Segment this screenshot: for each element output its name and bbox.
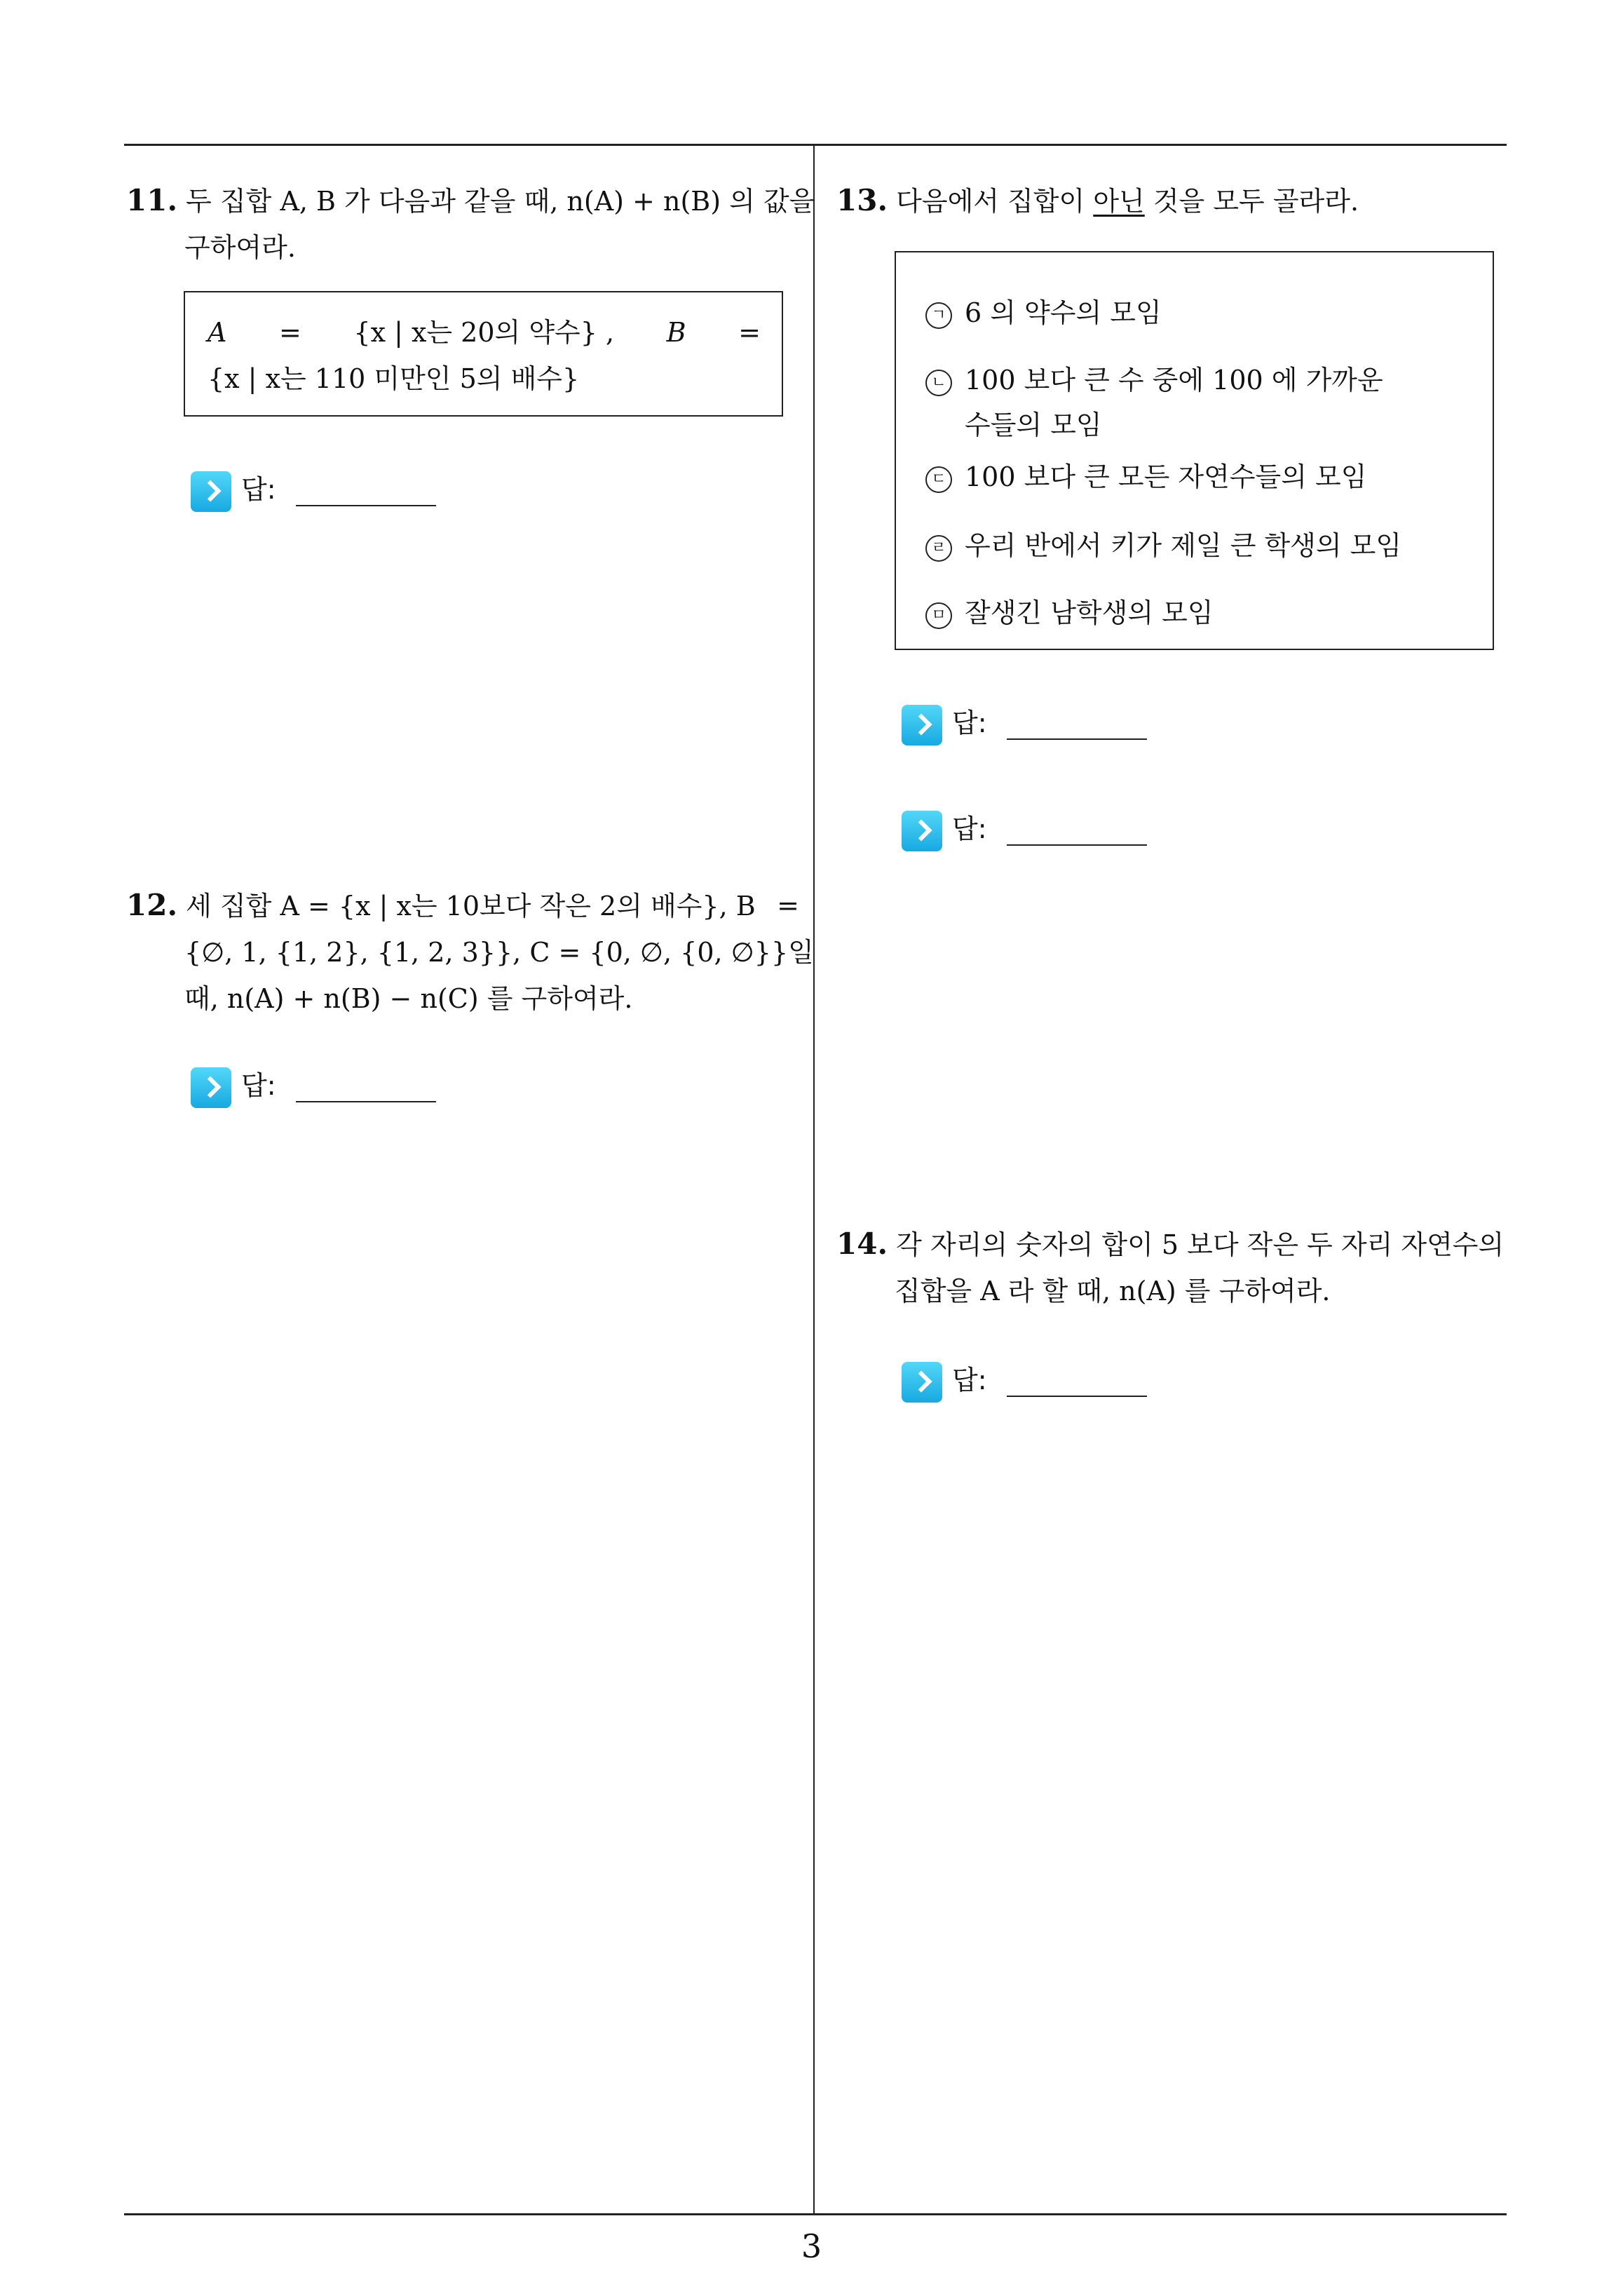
question-number: 12. [126,888,178,922]
choice-mark: ㄱ [925,302,952,329]
choice-text: 잘생긴 남학생의 모임 [965,597,1214,628]
choice-text: 6 의 약수의 모임 [965,297,1162,328]
answer-blank[interactable] [1007,1396,1147,1397]
choice-2-cont: 수들의 모임 [965,410,1102,440]
set-definition-line-1: A = {x | x는 20의 약수} , B = [208,317,761,348]
answer-field-14[interactable] [902,1356,1154,1405]
chevron-right-icon [902,705,942,745]
answer-label: 답: [241,1070,276,1101]
emphasis-underlined: 아닌 [1093,186,1145,217]
choice-mark: ㄴ [925,370,952,396]
question-12: 12. 세 집합 A = {x | x는 10보다 작은 2의 배수}, B = {∅, 1, {1, 2}, {1, 2, 3}}, C = {0, ∅, {0, ∅}} 일 때, n(A) + n(B) − n(C) 를 구하여라. [126,882,799,1022]
choice-4 [925,523,1401,568]
choice-mark: ㄷ [925,466,952,493]
answer-label: 답: [952,813,987,844]
choice-3 [925,454,1366,499]
choice-mark: ㅁ [925,602,952,629]
answer-field-13a[interactable] [902,699,1154,748]
choice-text: 100 보다 큰 수 중에 100 에 가까운 [965,365,1383,396]
question-14 [836,1221,1509,1314]
answer-blank[interactable] [296,505,436,506]
chevron-right-icon [191,471,231,512]
column-divider [813,145,815,2215]
question-number: 14. [836,1227,888,1261]
page-number: 3 [801,2227,822,2265]
question-text-cont: 집합을 A 라 할 때, n(A) 를 구하여라. [895,1276,1331,1306]
bottom-rule [124,2213,1507,2215]
question-text-cont: 때, n(A) + n(B) − n(C) 를 구하여라. [184,983,633,1014]
answer-field-11[interactable] [191,466,443,515]
question-text: 것을 모두 골라라. [1153,186,1359,217]
choice-text: 우리 반에서 키가 제일 큰 학생의 모임 [965,530,1402,561]
question-text-cont: {∅, 1, {1, 2}, {1, 2, 3}}, C = {0, ∅, {0, ∅}} [184,937,789,968]
question-text-cont: 구하여라. [184,232,296,263]
set-definition-box [184,291,783,417]
answer-blank[interactable] [1007,844,1147,846]
answer-blank[interactable] [1007,738,1147,740]
question-11 [126,177,815,271]
answer-label: 답: [952,708,987,738]
answer-label: 답: [952,1365,987,1396]
question-text: 세 집합 A = {x | x는 10보다 작은 2의 배수}, B [186,891,756,921]
answer-label: 답: [241,474,276,505]
choice-1 [925,290,1162,335]
answer-blank[interactable] [296,1101,436,1102]
top-rule [124,144,1507,146]
choice-2 [925,358,1383,403]
answer-field-13b[interactable] [902,805,1154,854]
question-number: 11. [126,183,178,217]
question-number: 13. [836,183,888,217]
choice-5 [925,590,1214,635]
chevron-right-icon [191,1067,231,1108]
chevron-right-icon [902,811,942,851]
chevron-right-icon [902,1362,942,1403]
answer-field-12[interactable] [191,1062,443,1111]
set-definition-line-2: {x | x는 110 미만인 5의 배수} [208,363,580,394]
question-text: 다음에서 집합이 [896,186,1085,217]
question-text: 두 집합 A, B 가 다음과 같을 때, n(A) + n(B) 의 값을 [186,186,815,217]
question-13 [836,177,1509,224]
choice-text: 100 보다 큰 모든 자연수들의 모임 [965,461,1367,492]
question-text: 각 자리의 숫자의 합이 5 보다 작은 두 자리 자연수의 [896,1229,1505,1260]
choice-mark: ㄹ [925,535,952,562]
